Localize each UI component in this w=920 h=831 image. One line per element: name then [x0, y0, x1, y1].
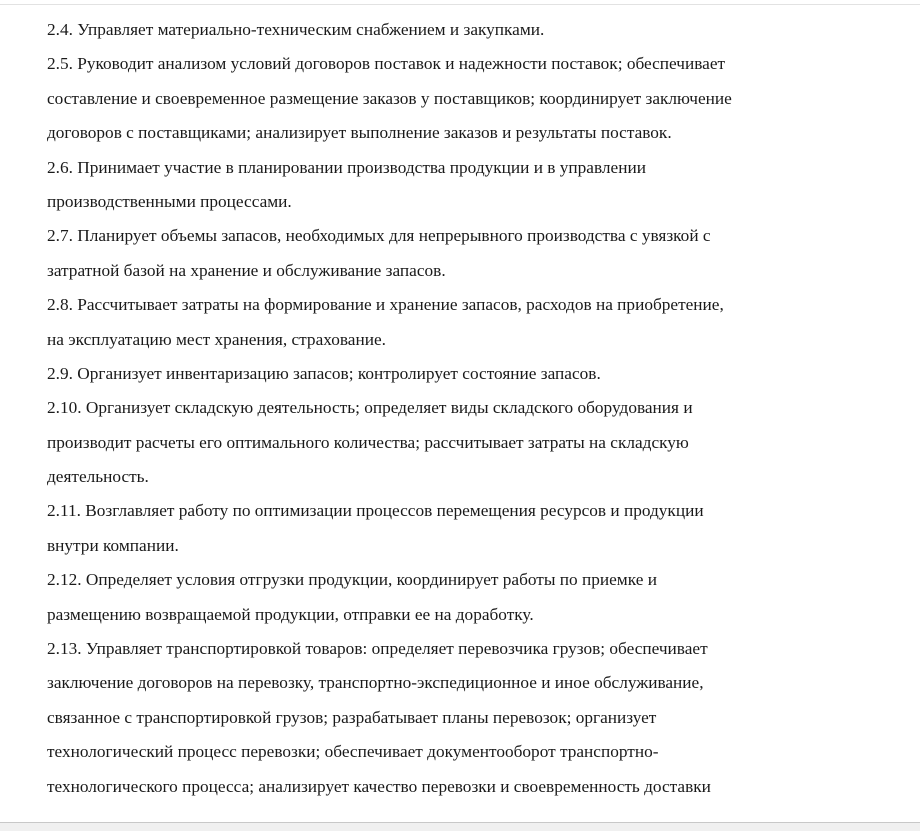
text-line: 2.7. Планирует объемы запасов, необходимых для непрерывного производства с увязкой с — [47, 226, 711, 246]
text-line: 2.9. Организует инвентаризацию запасов; контролирует состояние запасов. — [47, 363, 601, 383]
page-top-edge — [0, 0, 920, 5]
paragraph — [47, 362, 907, 396]
text-line: на эксплуатацию мест хранения, страхование. — [47, 329, 386, 349]
text-line: технологического процесса; анализирует качество перевозки и своевременность доставки — [47, 776, 711, 796]
paragraph — [47, 18, 907, 52]
paragraph — [47, 293, 907, 362]
text-line: внутри компании. — [47, 535, 179, 555]
text-line: 2.12. Определяет условия отгрузки продукции, координирует работы по приемке и — [47, 570, 657, 590]
text-line: 2.5. Руководит анализом условий договоров поставок и надежности поставок; обеспечивает — [47, 54, 726, 74]
text-line: размещению возвращаемой продукции, отправки ее на доработку. — [47, 604, 534, 624]
text-line: производственными процессами. — [47, 191, 292, 211]
text-line: составление и своевременное размещение заказов у поставщиков; координирует заключение — [47, 88, 732, 108]
text-line: 2.6. Принимает участие в планировании производства продукции и в управлении — [47, 157, 646, 177]
paragraph — [47, 224, 907, 293]
text-line: договоров с поставщиками; анализирует выполнение заказов и результаты поставок. — [47, 123, 672, 143]
text-line: 2.4. Управляет материально-техническим снабжением и закупками. — [47, 20, 545, 39]
paragraph — [47, 499, 907, 568]
text-line: затратной базой на хранение и обслуживание запасов. — [47, 260, 446, 280]
text-line: технологический процесс перевозки; обеспечивает документооборот транспортно- — [47, 742, 659, 762]
text-line: 2.13. Управляет транспортировкой товаров: определяет перевозчика грузов; обеспечивает — [47, 639, 708, 659]
text-line: 2.10. Организует складскую деятельность; определяет виды складского оборудования и — [47, 398, 693, 418]
text-line: 2.11. Возглавляет работу по оптимизации процессов перемещения ресурсов и продукции — [47, 501, 704, 521]
text-line: производит расчеты его оптимального количества; рассчитывает затраты на складскую — [47, 432, 689, 452]
text-line: 2.8. Рассчитывает затраты на формирование и хранение запасов, расходов на приобретение, — [47, 295, 724, 315]
paragraph — [47, 52, 907, 155]
text-line: заключение договоров на перевозку, транспортно-экспедиционное и иное обслуживание, — [47, 673, 704, 693]
text-line: связанное с транспортировкой грузов; разрабатывает планы перевозок; организует — [47, 707, 657, 727]
paragraph — [47, 637, 907, 809]
text-line: деятельность. — [47, 467, 149, 487]
document-body — [47, 18, 907, 809]
paragraph — [47, 396, 907, 499]
paragraph — [47, 156, 907, 225]
paragraph — [47, 568, 907, 637]
